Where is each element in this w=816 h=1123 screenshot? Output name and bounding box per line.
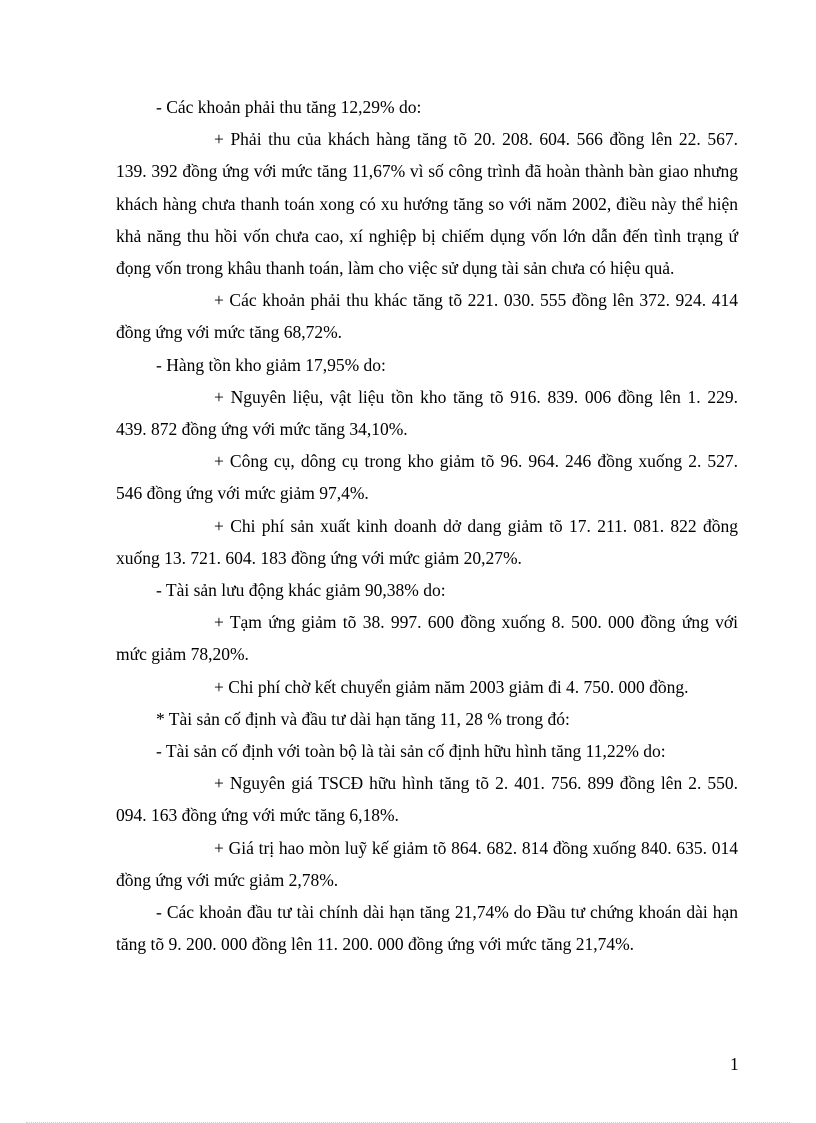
document-body <box>116 91 738 960</box>
paragraph-customer-receivables: + Phải thu của khách hàng tăng tõ 20. 208. 604. 566 đồng lên 22. 567. 139. 392 đồng ứng với mức tăng 11,67% vì số công trình đã hoàn thành bàn giao nhưng khách hàng chưa thanh toán xong có xu hướng tăng so với năm 2002, điều này thể hiện khả năng thu hồi vốn chưa cao, xí nghiệp bị chiếm dụng vốn lớn dẫn đến tình trạng ứ đọng vốn trong khâu thanh toán, làm cho việc sử dụng tài sản chưa có hiệu quả. <box>116 129 738 279</box>
paragraph-advances: + Tạm ứng giảm tõ 38. 997. 600 đồng xuống 8. 500. 000 đồng ứng với mức giảm 78,20%. <box>116 612 738 665</box>
paragraph-tools: + Công cụ, dông cụ trong kho giảm tõ 96. 964. 246 đồng xuống 2. 527. 546 đồng ứng với mức giảm 97,4%. <box>116 451 738 504</box>
paragraph-deferred-costs: + Chi phí chờ kết chuyển giảm năm 2003 giảm đi 4. 750. 000 đồng. <box>214 676 689 697</box>
paragraph-receivables-heading: - Các khoản phải thu tăng 12,29% do: <box>156 97 422 117</box>
paragraph-raw-materials: + Nguyên liệu, vật liệu tồn kho tăng tõ 916. 839. 006 đồng lên 1. 229. 439. 872 đồng ứng với mức tăng 34,10%. <box>116 386 738 440</box>
paragraph-work-in-progress: + Chi phí sản xuất kinh doanh dở dang giảm tõ 17. 211. 081. 822 đồng xuống 13. 721. 604. 183 đồng ứng với mức giảm 20,27%. <box>116 515 738 568</box>
paragraph-fixed-assets-section: * Tài sản cố định và đầu tư dài hạn tăng 11, 28 % trong đó: <box>156 708 570 729</box>
paragraph-long-term-investments: - Các khoản đầu tư tài chính dài hạn tăng 21,74% do Đầu tư chứng khoán dài hạn tăng tõ 9. 200. 000 đồng lên 11. 200. 000 đồng ứng với mức tăng 21,74%. <box>116 902 738 955</box>
paragraph-other-current-assets-heading: - Tài sản lưu động khác giảm 90,38% do: <box>156 580 446 601</box>
paragraph-inventory-heading: - Hàng tồn kho giảm 17,95% do: <box>156 354 386 375</box>
paragraph-accumulated-depreciation: + Giá trị hao mòn luỹ kế giảm tõ 864. 682. 814 đồng xuống 840. 635. 014 đồng ứng với mức giảm 2,78%. <box>116 837 738 890</box>
paragraph-historical-cost: + Nguyên giá TSCĐ hữu hình tăng tõ 2. 401. 756. 899 đồng lên 2. 550. 094. 163 đồng ứng với mức tăng 6,18%. <box>116 773 738 826</box>
paragraph-other-receivables: + Các khoản phải thu khác tăng tõ 221. 030. 555 đồng lên 372. 924. 414 đồng ứng với mức tăng 68,72%. <box>116 290 738 343</box>
page-number: 1 <box>730 1054 739 1074</box>
paragraph-tangible-assets-heading: - Tài sản cố định với toàn bộ là tài sản cố định hữu hình tăng 11,22% do: <box>156 741 666 762</box>
